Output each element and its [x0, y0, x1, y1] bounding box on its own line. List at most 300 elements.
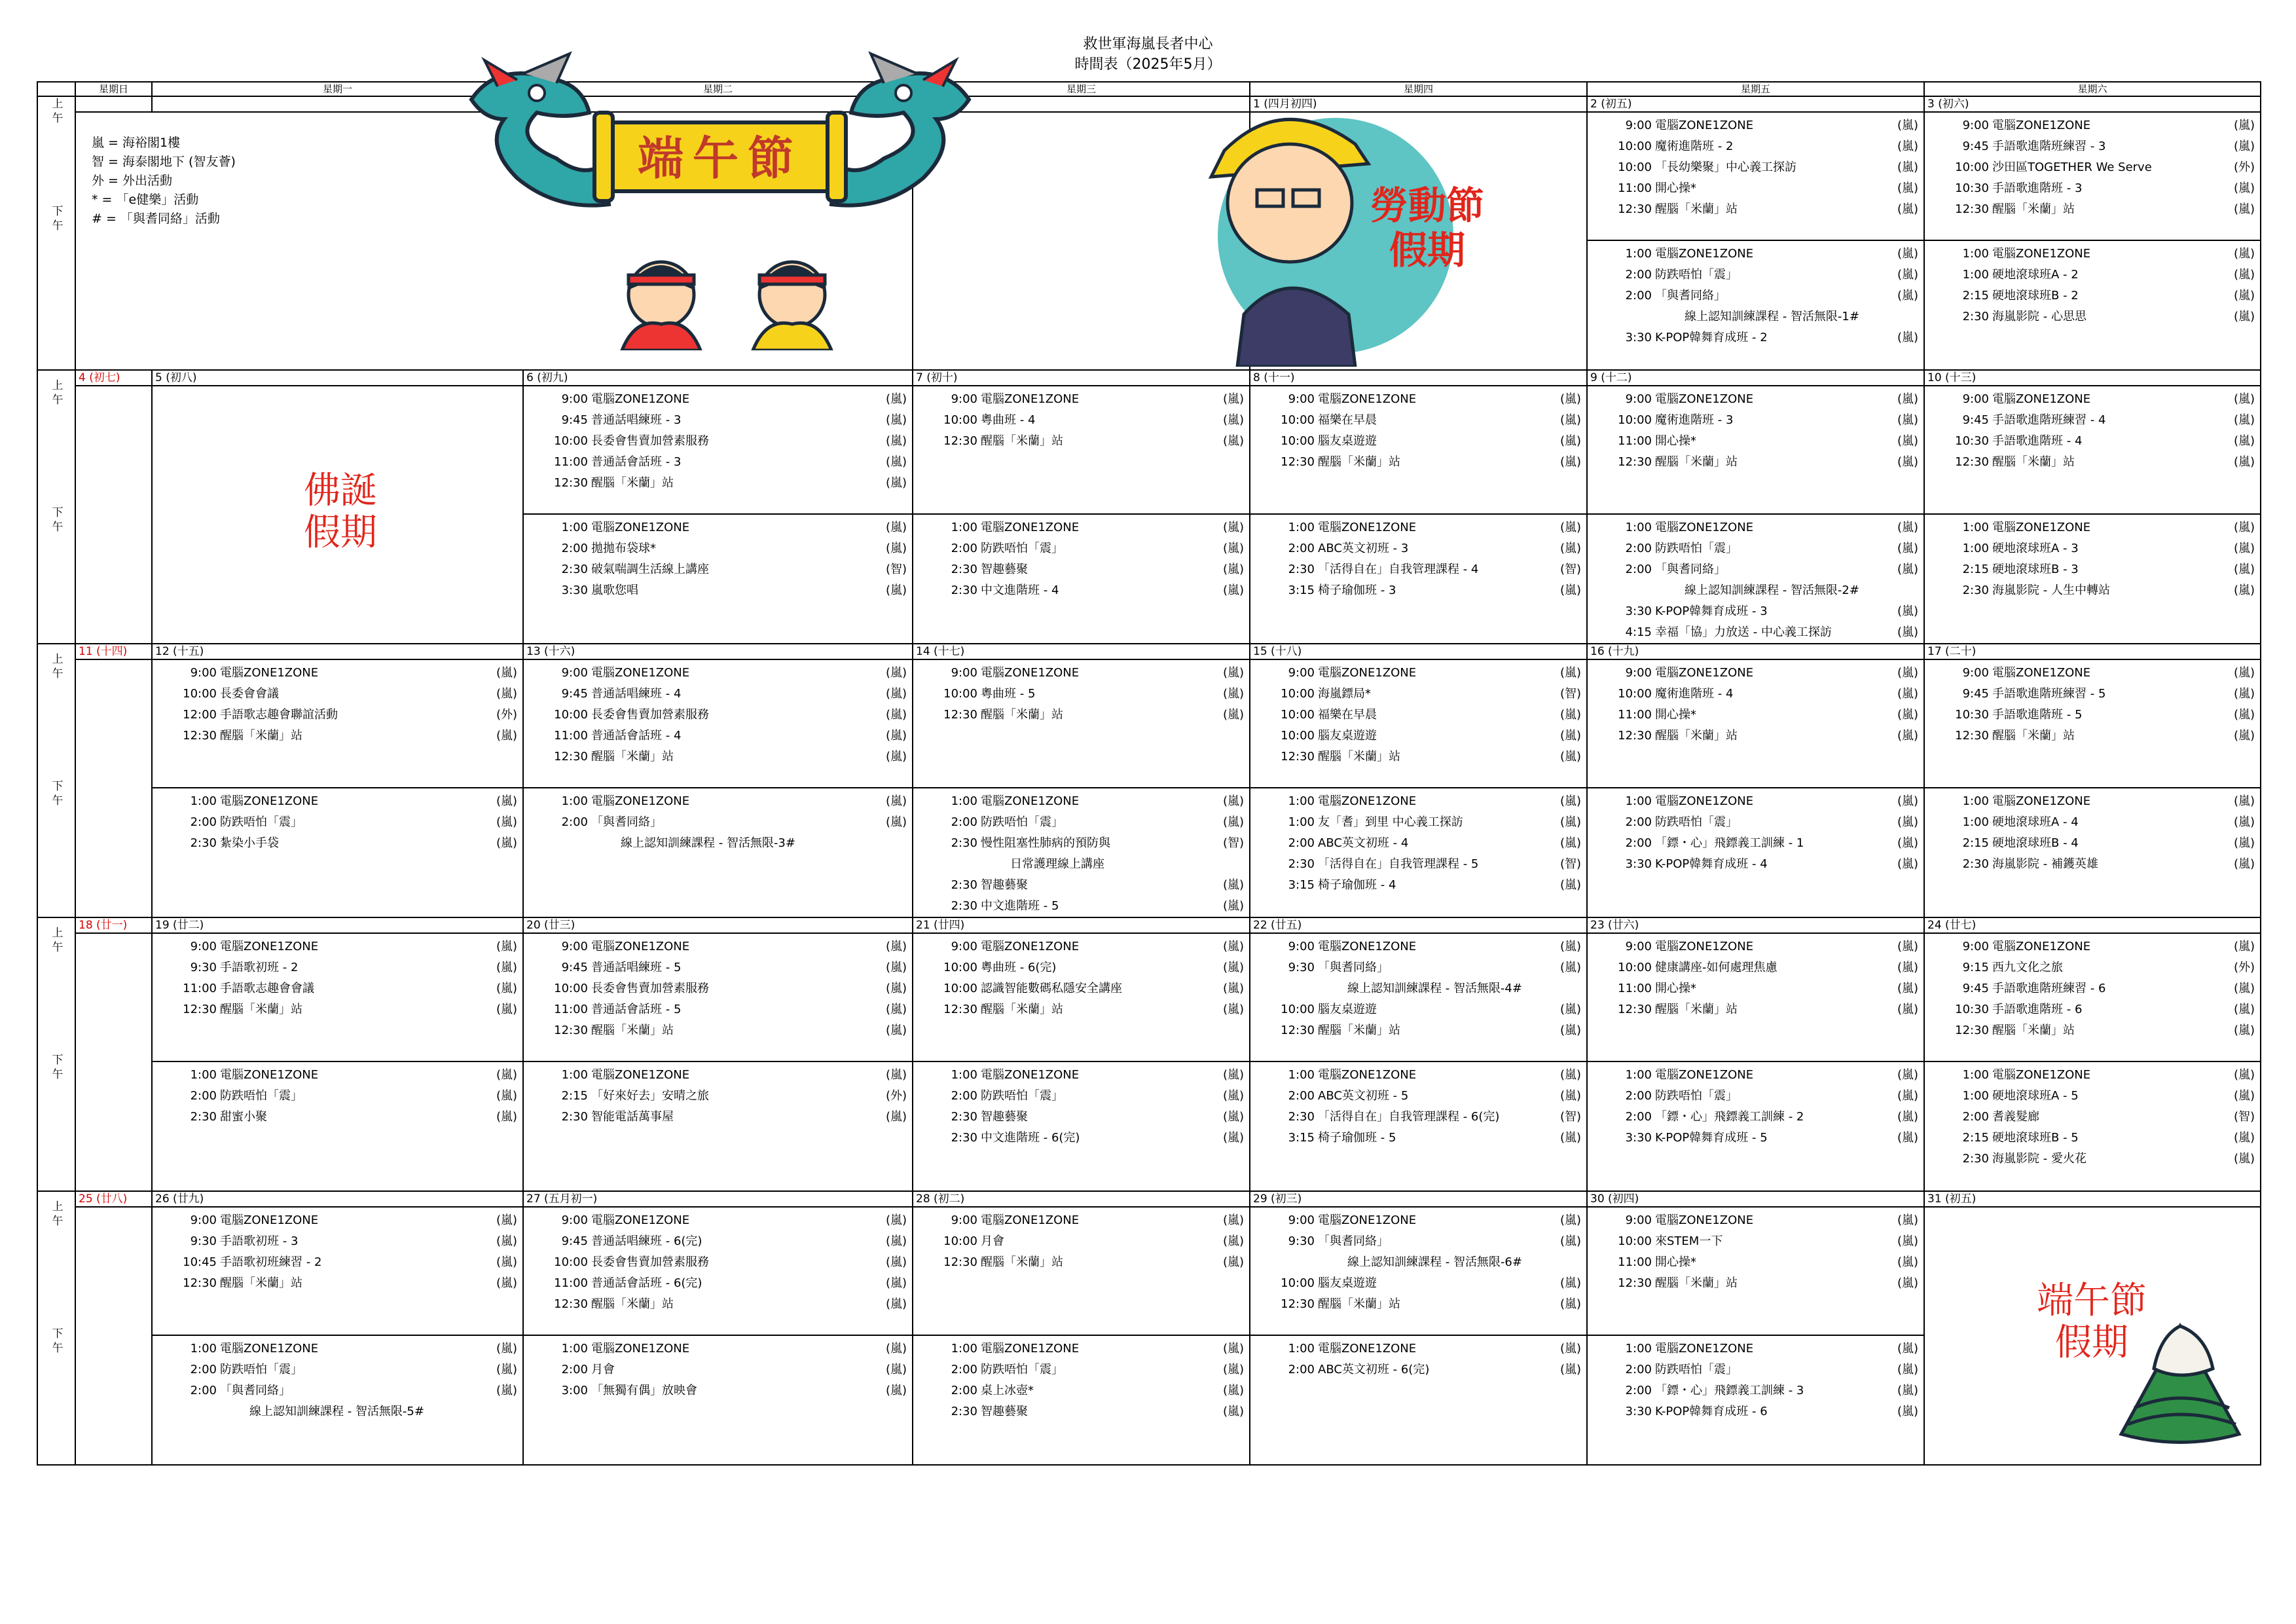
event-item	[1588, 136, 1923, 157]
event-venue: (嵐)	[885, 1003, 907, 1016]
event-name: 防跌唔怕「震」	[220, 1089, 302, 1103]
event-name: 破氣喘調生活線上講座	[591, 563, 709, 576]
event-name: 慢性阻塞性肺病的預防與	[981, 836, 1110, 850]
event-name: 線上認知訓練課程 - 智活無限-1#	[1685, 310, 1859, 323]
pm-cell	[152, 1061, 523, 1191]
am-cell	[1250, 1207, 1587, 1335]
event-venue: (嵐)	[1897, 542, 1918, 555]
event-name: 開心操*	[1655, 434, 1696, 448]
event-name: 防跌唔怕「震」	[220, 1363, 302, 1376]
event-time: 12:30	[183, 1003, 217, 1016]
event-item	[1250, 559, 1586, 580]
event-item	[153, 999, 522, 1020]
event-time: 1:00	[1625, 247, 1652, 261]
event-time: 12:00	[183, 708, 217, 722]
event-item	[1925, 705, 2260, 726]
event-item	[524, 791, 912, 812]
event-item	[524, 812, 912, 833]
event-time: 2:30	[951, 1110, 977, 1124]
event-item	[1250, 580, 1586, 601]
event-venue: (嵐)	[1559, 940, 1581, 953]
event-venue: (嵐)	[885, 542, 907, 555]
event-item	[524, 936, 912, 957]
event-time: 12:30	[1955, 202, 1989, 216]
event-name: 電腦ZONE1ZONE	[1992, 247, 2091, 261]
weekday-header: 星期一	[152, 82, 523, 96]
am-cell	[1587, 112, 1924, 240]
event-time: 11:00	[1618, 181, 1652, 195]
event-venue: (智)	[1559, 687, 1581, 701]
event-venue: (嵐)	[1897, 1089, 1918, 1103]
event-time: 2:00	[951, 542, 977, 555]
event-name: 電腦ZONE1ZONE	[1318, 1213, 1417, 1227]
pm-cell	[913, 1335, 1250, 1465]
event-name: K-POP韓舞育成班 - 5	[1655, 1131, 1768, 1145]
event-time: 2:30	[1288, 1110, 1315, 1124]
am-cell	[152, 933, 523, 1061]
event-time: 12:30	[1955, 455, 1989, 469]
am-row	[37, 933, 2261, 1061]
event-item	[1588, 1065, 1923, 1086]
event-item	[1925, 978, 2260, 999]
event-item	[1250, 1338, 1586, 1359]
event-name: 電腦ZONE1ZONE	[220, 794, 319, 808]
event-time: 9:00	[1288, 666, 1315, 680]
event-time: 10:00	[1618, 687, 1652, 701]
date-cell: 3 (初六)	[1924, 96, 2261, 112]
event-venue: (嵐)	[2233, 247, 2255, 261]
event-item	[1588, 1252, 1923, 1273]
event-venue: (智)	[2233, 1110, 2255, 1124]
event-name: 電腦ZONE1ZONE	[591, 666, 690, 680]
event-venue: (嵐)	[885, 750, 907, 764]
event-item	[1250, 1065, 1586, 1086]
event-venue: (嵐)	[885, 729, 907, 743]
event-item	[1925, 115, 2260, 136]
event-time: 1:00	[561, 521, 588, 534]
event-time: 12:30	[1955, 1024, 1989, 1037]
event-item	[1588, 389, 1923, 410]
event-venue: (嵐)	[496, 1276, 517, 1290]
event-venue: (嵐)	[496, 1342, 517, 1356]
event-time: 1:00	[1962, 542, 1989, 555]
event-time: 2:15	[1962, 563, 1989, 576]
event-venue: (智)	[1559, 563, 1581, 576]
event-item	[524, 726, 912, 747]
event-venue: (嵐)	[1559, 413, 1581, 427]
event-time: 2:00	[1625, 542, 1652, 555]
event-item	[1925, 854, 2260, 875]
event-time: 2:15	[1962, 1131, 1989, 1145]
pm-cell	[913, 514, 1250, 644]
event-venue: (嵐)	[1222, 1068, 1244, 1082]
event-venue: (嵐)	[885, 1213, 907, 1227]
event-name: 普通話會話班 - 6(完)	[591, 1276, 702, 1290]
event-venue: (嵐)	[1559, 1068, 1581, 1082]
event-name: 普通話唱練班 - 6(完)	[591, 1234, 702, 1248]
event-name: 海嵐影院 - 補鑊英雄	[1992, 857, 2098, 871]
event-venue: (嵐)	[1222, 1213, 1244, 1227]
event-time: 1:00	[951, 1068, 977, 1082]
pm-cell	[1587, 514, 1924, 644]
event-time: 1:00	[1962, 1068, 1989, 1082]
event-time: 2:00	[561, 1363, 588, 1376]
event-venue: (嵐)	[496, 1003, 517, 1016]
event-name: 粵曲班 - 4	[981, 413, 1036, 427]
event-venue: (嵐)	[1222, 1405, 1244, 1418]
pm-label: 下 午	[52, 205, 64, 232]
event-item	[524, 747, 912, 767]
event-venue: (嵐)	[1897, 729, 1918, 743]
event-time: 10:00	[943, 961, 977, 974]
event-name: 「鏢・心」飛鏢義工訓練 - 2	[1655, 1110, 1804, 1124]
event-item	[524, 1294, 912, 1315]
event-item	[153, 1107, 522, 1128]
event-item	[1588, 1210, 1923, 1231]
event-venue: (嵐)	[496, 729, 517, 743]
event-name: 電腦ZONE1ZONE	[591, 521, 690, 534]
event-time: 2:00	[190, 1384, 217, 1397]
event-time: 12:30	[943, 1255, 977, 1269]
event-time: 1:00	[951, 794, 977, 808]
event-item	[913, 978, 1249, 999]
event-item	[1925, 726, 2260, 747]
event-item	[1250, 791, 1586, 812]
event-name: 醒腦「米蘭」站	[591, 750, 674, 764]
event-item	[1925, 286, 2260, 306]
event-item	[1250, 1086, 1586, 1107]
event-name: 電腦ZONE1ZONE	[591, 392, 690, 406]
period-label-cell	[37, 1191, 75, 1465]
event-venue: (嵐)	[885, 1255, 907, 1269]
event-venue: (嵐)	[496, 961, 517, 974]
event-name: 醒腦「米蘭」站	[220, 729, 302, 743]
event-venue: (嵐)	[2233, 455, 2255, 469]
event-name: 電腦ZONE1ZONE	[1655, 940, 1754, 953]
event-item	[524, 1086, 912, 1107]
date-row	[37, 917, 2261, 933]
event-time: 2:00	[190, 1089, 217, 1103]
event-item	[913, 1338, 1249, 1359]
event-venue: (嵐)	[2233, 1152, 2255, 1166]
event-name: 耆義髮廊	[1992, 1110, 2039, 1124]
event-item	[1588, 1380, 1923, 1401]
weekday-header: 星期日	[75, 82, 152, 96]
event-venue: (嵐)	[2233, 1003, 2255, 1016]
event-venue: (嵐)	[1559, 708, 1581, 722]
event-venue: (嵐)	[2233, 982, 2255, 995]
event-name: 中文進階班 - 4	[981, 583, 1059, 597]
am-cell	[1250, 659, 1587, 788]
pm-cell	[523, 514, 913, 644]
pm-label: 下 午	[52, 1054, 64, 1081]
event-item	[1250, 1273, 1586, 1294]
event-name: 「與耆同絡」	[1318, 961, 1389, 974]
event-venue: (嵐)	[2233, 1089, 2255, 1103]
event-name: 防跌唔怕「震」	[1655, 815, 1738, 829]
event-item	[1588, 684, 1923, 705]
event-name: 電腦ZONE1ZONE	[1318, 794, 1417, 808]
event-venue: (嵐)	[2233, 1068, 2255, 1082]
event-item	[524, 580, 912, 601]
event-name: K-POP韓舞育成班 - 3	[1655, 604, 1768, 618]
event-time: 9:45	[1962, 413, 1989, 427]
event-name: 電腦ZONE1ZONE	[1655, 1213, 1754, 1227]
event-name: 電腦ZONE1ZONE	[220, 940, 319, 953]
event-item	[1250, 1359, 1586, 1380]
event-item	[1250, 389, 1586, 410]
event-item	[153, 726, 522, 747]
event-name: ABC英文初班 - 4	[1318, 836, 1409, 850]
event-item	[153, 663, 522, 684]
event-venue: (嵐)	[2233, 583, 2255, 597]
event-venue: (嵐)	[1559, 729, 1581, 743]
event-name: 手語歌初班 - 3	[220, 1234, 299, 1248]
date-cell: 25 (廿八)	[75, 1191, 152, 1207]
event-name: 醒腦「米蘭」站	[591, 1297, 674, 1311]
am-cell	[1250, 933, 1587, 1061]
pm-cell	[1250, 1335, 1587, 1465]
event-venue: (嵐)	[1222, 1089, 1244, 1103]
children-icon	[609, 252, 845, 350]
event-name: 電腦ZONE1ZONE	[1655, 666, 1754, 680]
event-item	[1250, 1210, 1586, 1231]
event-name: 線上認知訓練課程 - 智活無限-5#	[249, 1405, 424, 1418]
event-item	[1588, 538, 1923, 559]
event-venue: (嵐)	[1222, 1384, 1244, 1397]
event-venue: (嵐)	[1222, 1342, 1244, 1356]
event-venue: (嵐)	[1559, 815, 1581, 829]
event-venue: (嵐)	[1897, 160, 1918, 174]
event-time: 1:00	[1962, 521, 1989, 534]
pm-cell	[1250, 788, 1587, 917]
event-time: 1:00	[1962, 268, 1989, 282]
event-time: 12:30	[943, 1003, 977, 1016]
event-venue: (嵐)	[1222, 961, 1244, 974]
event-time: 2:00	[951, 1384, 977, 1397]
event-time: 10:00	[1281, 1003, 1315, 1016]
event-name: 「與耆同絡」	[1655, 289, 1726, 303]
event-time: 11:00	[1618, 434, 1652, 448]
event-name: 開心操*	[1655, 181, 1696, 195]
event-venue: (嵐)	[885, 1068, 907, 1082]
event-item	[913, 1231, 1249, 1252]
event-item	[1588, 978, 1923, 999]
event-time: 9:45	[1962, 139, 1989, 153]
event-venue: (嵐)	[1897, 1213, 1918, 1227]
date-cell: 22 (廿五)	[1250, 917, 1587, 933]
event-item	[1925, 431, 2260, 452]
event-time: 2:00	[1625, 1363, 1652, 1376]
event-time: 1:00	[1962, 247, 1989, 261]
event-time: 1:00	[1962, 794, 1989, 808]
event-venue: (嵐)	[1897, 708, 1918, 722]
event-name: 電腦ZONE1ZONE	[1318, 1068, 1417, 1082]
event-item	[1588, 999, 1923, 1020]
buddha-holiday-label: 佛誕 假期	[304, 470, 377, 554]
date-cell: 17 (二十)	[1924, 644, 2261, 659]
event-item	[1588, 833, 1923, 854]
event-item	[1925, 812, 2260, 833]
event-venue: (嵐)	[1222, 1234, 1244, 1248]
event-venue: (嵐)	[1559, 542, 1581, 555]
event-venue: (嵐)	[1897, 687, 1918, 701]
event-name: ABC英文初班 - 6(完)	[1318, 1363, 1430, 1376]
event-time: 10:00	[554, 982, 588, 995]
event-time: 2:30	[561, 563, 588, 576]
event-item	[1925, 1107, 2260, 1128]
event-venue: (嵐)	[2233, 434, 2255, 448]
event-name: 防跌唔怕「震」	[981, 815, 1063, 829]
event-name: 電腦ZONE1ZONE	[1318, 521, 1417, 534]
pm-label: 下 午	[52, 1327, 64, 1355]
event-venue: (嵐)	[1559, 1213, 1581, 1227]
event-item	[1588, 812, 1923, 833]
event-name: 電腦ZONE1ZONE	[1992, 940, 2091, 953]
event-venue: (嵐)	[885, 521, 907, 534]
event-venue: (外)	[496, 708, 517, 722]
event-venue: (嵐)	[1559, 1276, 1581, 1290]
weekday-header: 星期五	[1587, 82, 1924, 96]
event-venue: (嵐)	[496, 1068, 517, 1082]
event-venue: (嵐)	[1897, 289, 1918, 303]
event-item	[1925, 157, 2260, 178]
event-name: 魔術進階班 - 2	[1655, 139, 1734, 153]
event-time: 2:30	[951, 878, 977, 892]
date-cell: 23 (廿六)	[1587, 917, 1924, 933]
event-name: 「鏢・心」飛鏢義工訓練 - 1	[1655, 836, 1804, 850]
event-name: 電腦ZONE1ZONE	[1992, 666, 2091, 680]
event-name: 醒腦「米蘭」站	[1318, 1297, 1400, 1311]
event-item	[1925, 559, 2260, 580]
event-item	[153, 1273, 522, 1294]
event-venue: (嵐)	[885, 982, 907, 995]
pm-label: 下 午	[52, 506, 64, 534]
event-venue: (嵐)	[1222, 794, 1244, 808]
event-name: 電腦ZONE1ZONE	[591, 1068, 690, 1082]
event-name: 紮染小手袋	[220, 836, 279, 850]
date-cell: 27 (五月初一)	[523, 1191, 913, 1207]
date-cell: 9 (十二)	[1587, 370, 1924, 386]
legend-item: 外 = 外出活動	[92, 174, 172, 188]
event-time: 2:30	[1962, 1152, 1989, 1166]
event-item	[1250, 410, 1586, 431]
event-name: 電腦ZONE1ZONE	[591, 1342, 690, 1356]
event-item	[153, 936, 522, 957]
date-cell: 26 (廿九)	[152, 1191, 523, 1207]
pm-cell	[152, 1335, 523, 1465]
event-time: 10:00	[1281, 434, 1315, 448]
event-name: 電腦ZONE1ZONE	[981, 1068, 1080, 1082]
pm-cell	[1250, 514, 1587, 644]
event-venue: (嵐)	[1559, 666, 1581, 680]
event-venue: (嵐)	[2233, 310, 2255, 323]
event-time: 1:00	[561, 1068, 588, 1082]
event-time: 2:30	[951, 1405, 977, 1418]
event-venue: (嵐)	[2233, 815, 2255, 829]
am-cell	[1250, 386, 1587, 514]
date-cell: 5 (初八)	[152, 370, 523, 386]
event-time: 2:00	[1288, 1363, 1315, 1376]
pm-cell	[1924, 788, 2261, 917]
event-item	[1250, 663, 1586, 684]
event-name: 電腦ZONE1ZONE	[1992, 1068, 2091, 1082]
event-name: 手語歌志趣會聯誼活動	[220, 708, 338, 722]
event-venue: (嵐)	[1559, 1131, 1581, 1145]
event-venue: (嵐)	[885, 392, 907, 406]
event-time: 3:30	[1625, 604, 1652, 618]
event-name: 醒腦「米蘭」站	[1992, 202, 2075, 216]
event-name: 沙田區TOGETHER We Serve	[1992, 160, 2152, 174]
event-venue: (嵐)	[2233, 708, 2255, 722]
event-time: 2:30	[951, 1131, 977, 1145]
event-venue: (嵐)	[1559, 1297, 1581, 1311]
event-item	[1250, 747, 1586, 767]
event-item	[1588, 452, 1923, 473]
event-name: 電腦ZONE1ZONE	[981, 1342, 1080, 1356]
event-venue: (嵐)	[1559, 392, 1581, 406]
event-time: 10:00	[1281, 708, 1315, 722]
event-item	[1250, 1294, 1586, 1315]
weekday-header: 星期六	[1924, 82, 2261, 96]
am-cell	[913, 386, 1250, 514]
page-title: 時間表（2025年5月）	[1074, 56, 1222, 73]
event-name: 硬地滾球班B - 3	[1992, 563, 2079, 576]
event-name: 線上認知訓練課程 - 智活無限-2#	[1685, 583, 1859, 597]
event-name: 醒腦「米蘭」站	[220, 1003, 302, 1016]
event-time: 2:00	[1288, 836, 1315, 850]
date-cell: 14 (十七)	[913, 644, 1250, 659]
date-cell: 13 (十六)	[523, 644, 913, 659]
event-name: 甜蜜小聚	[220, 1110, 267, 1124]
event-name: 電腦ZONE1ZONE	[1655, 119, 1754, 132]
event-time: 2:30	[1962, 583, 1989, 597]
event-item	[913, 517, 1249, 538]
event-item	[1250, 1020, 1586, 1041]
event-venue: (嵐)	[1897, 434, 1918, 448]
event-name: 電腦ZONE1ZONE	[220, 1342, 319, 1356]
event-time: 2:30	[951, 899, 977, 913]
period-label-cell	[37, 917, 75, 1191]
event-time: 2:15	[561, 1089, 588, 1103]
event-item	[913, 875, 1249, 896]
event-item	[1588, 726, 1923, 747]
event-name: 防跌唔怕「震」	[981, 1363, 1063, 1376]
event-time: 2:15	[1962, 289, 1989, 303]
date-cell: 6 (初九)	[523, 370, 913, 386]
event-venue: (嵐)	[1897, 961, 1918, 974]
event-time: 1:00	[1288, 1342, 1315, 1356]
pm-cell	[1924, 514, 2261, 644]
event-venue: (嵐)	[1897, 625, 1918, 639]
event-name: 普通話會話班 - 3	[591, 455, 682, 469]
event-name: 普通話唱練班 - 4	[591, 687, 682, 701]
event-time: 2:00	[1962, 1110, 1989, 1124]
event-name: 醒腦「米蘭」站	[1992, 1024, 2075, 1037]
am-cell	[523, 1207, 913, 1335]
event-name: 電腦ZONE1ZONE	[220, 1213, 319, 1227]
event-name: 「好來好去」安晴之旅	[591, 1089, 709, 1103]
event-item	[153, 978, 522, 999]
event-venue: (嵐)	[1222, 708, 1244, 722]
weekday-header-row	[37, 82, 2261, 96]
event-item	[524, 1273, 912, 1294]
event-time: 9:00	[561, 1213, 588, 1227]
event-venue: (嵐)	[2233, 794, 2255, 808]
event-time: 10:00	[1955, 160, 1989, 174]
am-cell	[1587, 933, 1924, 1061]
day-cell	[75, 386, 152, 644]
